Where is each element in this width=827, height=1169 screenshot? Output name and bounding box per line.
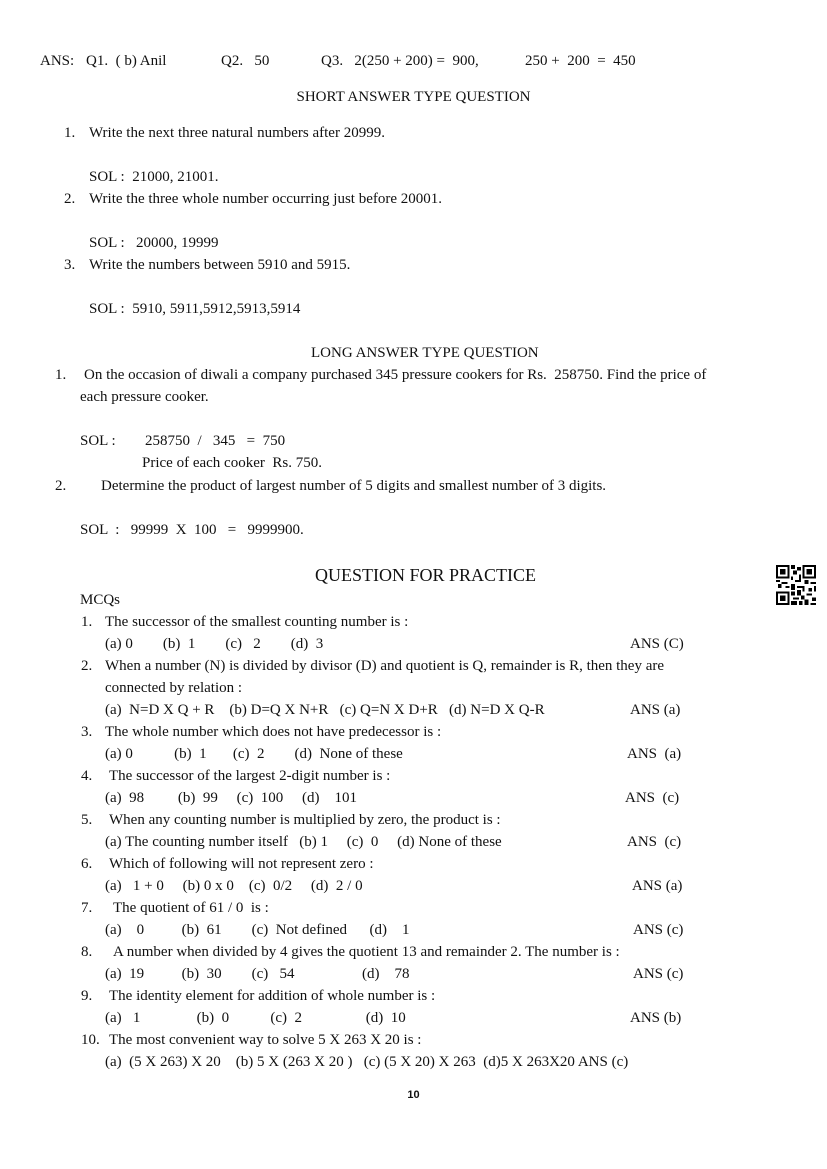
mcq-question: When any counting number is multiplied by zero, the product is : <box>109 812 501 828</box>
mcq-answer: ANS (a) <box>630 702 681 718</box>
list-item-number: 5. <box>81 812 93 828</box>
question-text: On the occasion of diwali a company purchased 345 pressure cookers for Rs. 258750. Find the price of <box>84 367 707 383</box>
list-item-number: 7. <box>81 900 93 916</box>
mcq-answer: ANS (c) <box>633 966 684 982</box>
answer-q3-sum: 250 + 200 = 450 <box>525 53 636 69</box>
mcq-options: (a) The counting number itself (b) 1 (c) 0 (d) None of these <box>105 834 502 850</box>
mcq-options: (a) 98 (b) 99 (c) 100 (d) 101 <box>105 790 358 806</box>
mcq-question: The whole number which does not have predecessor is : <box>105 724 442 740</box>
list-item-number: 1. <box>81 614 93 630</box>
question-text: Write the three whole number occurring just before 20001. <box>89 191 443 207</box>
solution-text: Price of each cooker Rs. 750. <box>142 455 322 471</box>
long-answer-heading: LONG ANSWER TYPE QUESTION <box>311 345 539 361</box>
mcq-options: (a) N=D X Q + R (b) D=Q X N+R (c) Q=N X D+R (d) N=D X Q-R <box>105 702 545 718</box>
question-text: Write the numbers between 5910 and 5915. <box>89 257 351 273</box>
mcq-question: The successor of the smallest counting number is : <box>105 614 409 630</box>
list-item-number: 3. <box>64 257 76 273</box>
mcq-options: (a) 19 (b) 30 (c) 54 (d) 78 <box>105 966 410 982</box>
mcq-answer: ANS (c) <box>625 790 680 806</box>
mcq-question: When a number (N) is divided by divisor (D) and quotient is Q, remainder is R, then they are <box>105 658 665 674</box>
practice-heading: QUESTION FOR PRACTICE <box>315 565 537 585</box>
mcq-answer: ANS (C) <box>630 636 684 652</box>
mcq-answer: ANS (a) <box>632 878 683 894</box>
answer-q1: Q1. ( b) Anil <box>86 53 167 69</box>
solution-text: SOL : 99999 X 100 = 9999900. <box>80 522 304 538</box>
mcq-question: The quotient of 61 / 0 is : <box>113 900 269 916</box>
mcq-answer: ANS (b) <box>630 1010 682 1026</box>
mcq-options: (a) 0 (b) 1 (c) 2 (d) 3 <box>105 636 324 652</box>
mcq-question: A number when divided by 4 gives the quotient 13 and remainder 2. The number is : <box>113 944 620 960</box>
mcq-question: The most convenient way to solve 5 X 263 X 20 is : <box>109 1032 422 1048</box>
list-item-number: 3. <box>81 724 93 740</box>
list-item-number: 8. <box>81 944 93 960</box>
question-text: each pressure cooker. <box>80 389 209 405</box>
qr-code-icon <box>776 565 816 605</box>
mcq-options: (a) 0 (b) 1 (c) 2 (d) None of these <box>105 746 403 762</box>
question-text: Determine the product of largest number of 5 digits and smallest number of 3 digits. <box>101 478 607 494</box>
answers-label: ANS: <box>40 53 75 69</box>
mcq-options: (a) 1 + 0 (b) 0 x 0 (c) 0/2 (d) 2 / 0 <box>105 878 363 894</box>
solution-text: SOL : 20000, 19999 <box>89 235 219 251</box>
mcq-question: The successor of the largest 2-digit number is : <box>109 768 391 784</box>
list-item-number: 1. <box>55 367 67 383</box>
mcq-question: connected by relation : <box>105 680 243 696</box>
page-number: 10 <box>407 1089 420 1101</box>
solution-label: SOL : <box>80 433 116 449</box>
mcq-question: Which of following will not represent zero : <box>109 856 374 872</box>
list-item-number: 10. <box>81 1032 100 1048</box>
solution-text: 258750 / 345 = 750 <box>145 433 286 449</box>
short-answer-heading: SHORT ANSWER TYPE QUESTION <box>296 89 531 105</box>
mcq-question: The identity element for addition of whole number is : <box>109 988 436 1004</box>
list-item-number: 1. <box>64 125 76 141</box>
solution-text: SOL : 21000, 21001. <box>89 169 219 185</box>
mcq-options: (a) (5 X 263) X 20 (b) 5 X (263 X 20 ) (c) (5 X 20) X 263 (d)5 X 263X20 ANS (c) <box>105 1054 629 1070</box>
mcq-options: (a) 1 (b) 0 (c) 2 (d) 10 <box>105 1010 406 1026</box>
list-item-number: 6. <box>81 856 93 872</box>
mcq-options: (a) 0 (b) 61 (c) Not defined (d) 1 <box>105 922 410 938</box>
question-text: Write the next three natural numbers after 20999. <box>89 125 385 141</box>
list-item-number: 4. <box>81 768 93 784</box>
answer-q3: Q3. 2(250 + 200) = 900, <box>321 53 479 69</box>
list-item-number: 9. <box>81 988 93 1004</box>
list-item-number: 2. <box>55 478 67 494</box>
mcq-answer: ANS (c) <box>627 834 682 850</box>
list-item-number: 2. <box>64 191 76 207</box>
list-item-number: 2. <box>81 658 93 674</box>
answer-q2: Q2. 50 <box>221 53 270 69</box>
mcq-subheading: MCQs <box>80 592 121 608</box>
solution-text: SOL : 5910, 5911,5912,5913,5914 <box>89 301 301 317</box>
mcq-answer: ANS (c) <box>633 922 684 938</box>
mcq-answer: ANS (a) <box>627 746 682 762</box>
